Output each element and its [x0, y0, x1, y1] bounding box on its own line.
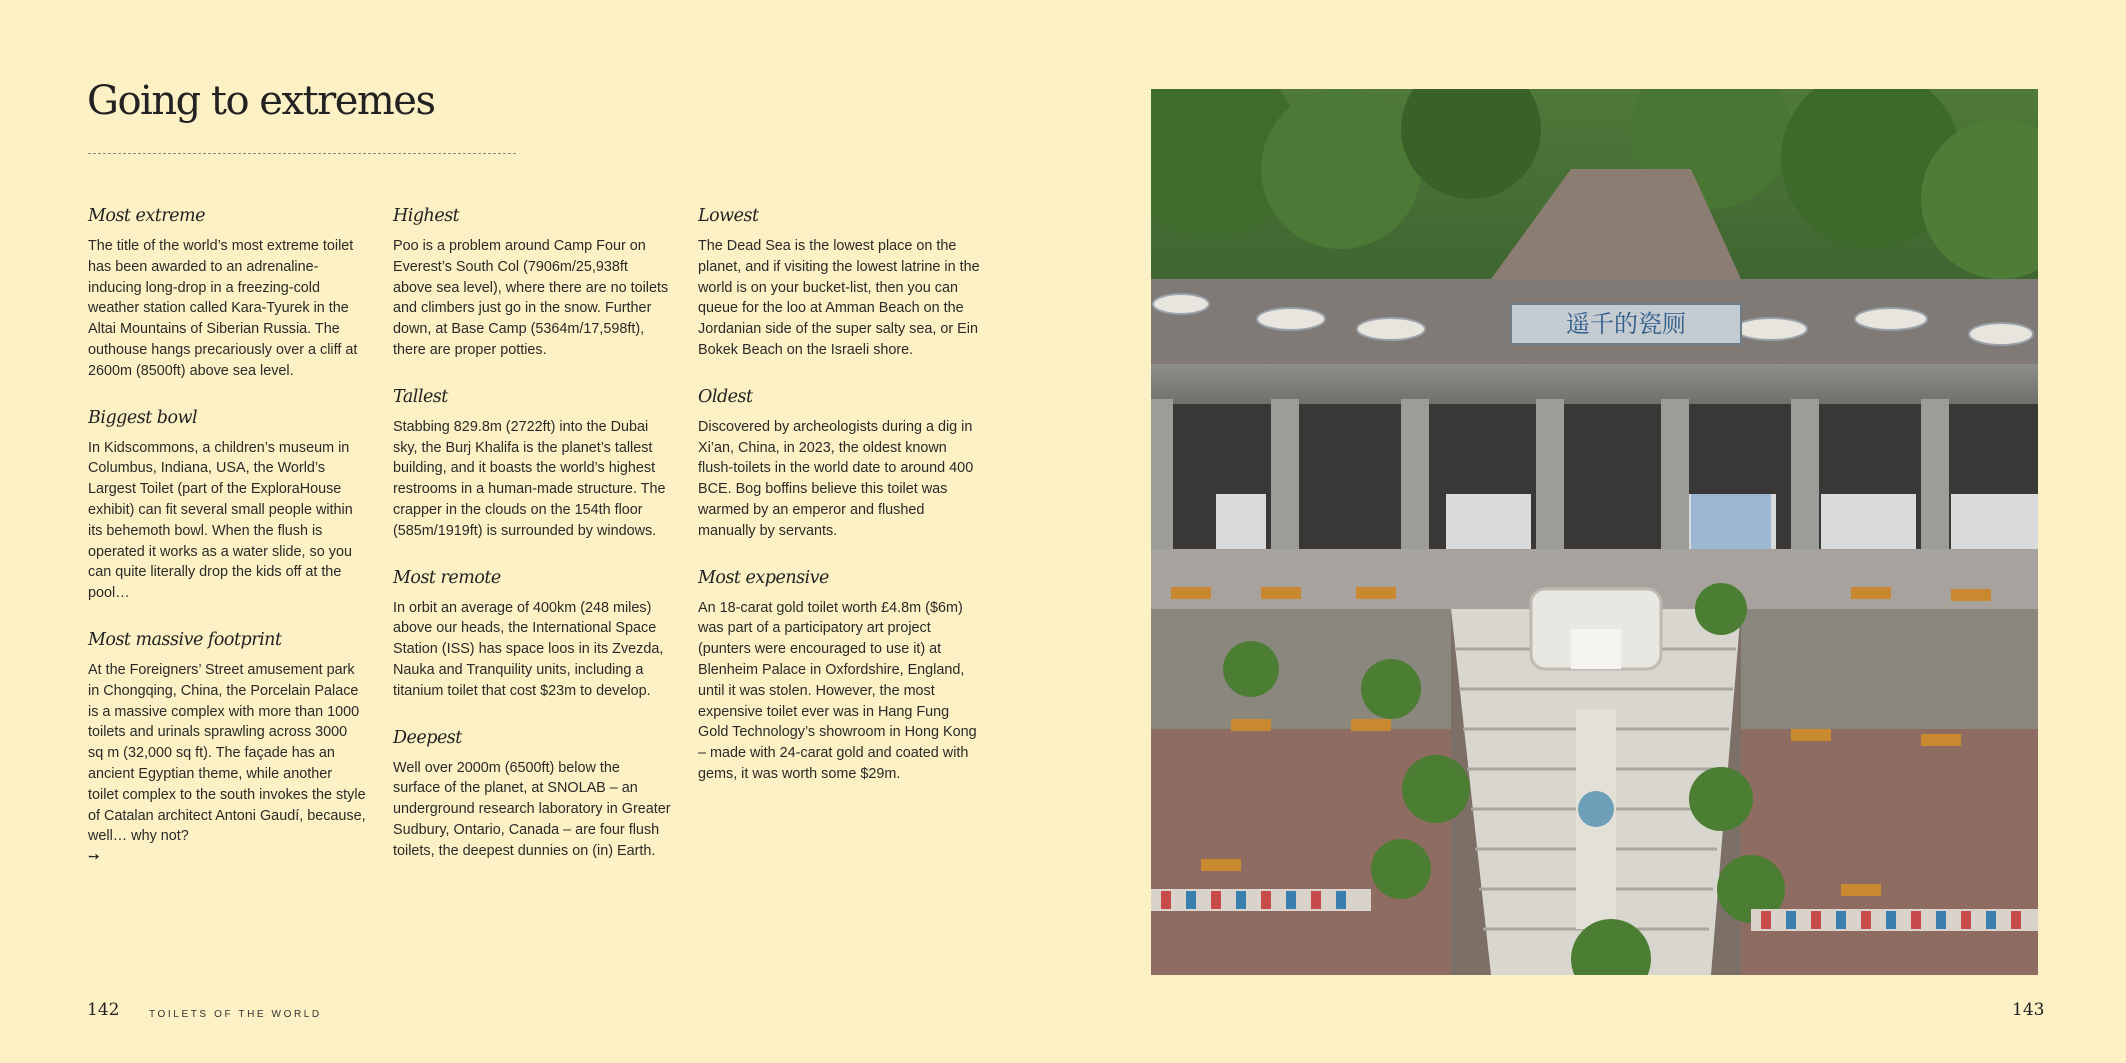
- text-column-2: [393, 206, 671, 888]
- page-number-right: 143: [2012, 1000, 2045, 1020]
- section-body: In orbit an average of 400km (248 miles) above our heads, the International Space Station (ISS) has space loos in its Zvezda, Nauka and Tranquility units, including a titanium toilet that cost $23m to develop.: [393, 599, 664, 699]
- section-body: Well over 2000m (6500ft) below the surface of the planet, at SNOLAB – an underground research laboratory in Greater Sudbury, Ontario, Canada – are four flush toilets, the deepest dunnies on (in) Earth.: [393, 759, 671, 859]
- section-lowest: [698, 206, 980, 361]
- section-body: Discovered by archeologists during a dig in Xi’an, China, in 2023, the oldest known flush-toilets in the world date to around 400 BCE. Bog boffins believe this toilet was warmed by an emperor and flushed manually by servants.: [698, 418, 974, 539]
- section-most-massive-footprint: [88, 630, 366, 865]
- section-oldest: [698, 387, 980, 542]
- section-heading: Deepest: [393, 727, 462, 748]
- photo-sign-text: 遥千的瓷厕: [1566, 310, 1686, 338]
- section-body: The title of the world’s most extreme toilet has been awarded to an adrenaline-inducing long-drop in a freezing-cold weather station called Kara-Tyurek in the Altai Mountains of Siberian Russia. The outhouse hangs precariously over a cliff at 2600m (8500ft) above sea level.: [88, 238, 358, 379]
- section-body: Stabbing 829.8m (2722ft) into the Dubai sky, the Burj Khalifa is the planet’s tallest building, and it boasts the world’s highest restrooms in a human-made structure. The crapper in the clouds on the 154th floor (585m/1919ft) is surrounded by windows.: [393, 418, 666, 539]
- section-body: In Kidscommons, a children’s museum in Columbus, Indiana, USA, the World’s Largest Toilet (part of the ExploraHouse exhibit) can fit several small people within its behemoth bowl. When the flush is operated it works as a water slide, so you can quite literally drop the kids off at the pool…: [88, 439, 353, 602]
- section-heading: Most massive footprint: [88, 629, 282, 650]
- text-column-1: [88, 206, 366, 891]
- section-heading: Most extreme: [88, 206, 205, 226]
- section-most-extreme: [88, 206, 366, 382]
- section-heading: Tallest: [393, 386, 448, 407]
- section-heading: Biggest bowl: [88, 407, 198, 428]
- text-column-3: [698, 206, 980, 811]
- section-heading: Lowest: [698, 206, 759, 226]
- page-title: Going to extremes: [87, 78, 435, 124]
- continue-arrow-icon: ➙: [88, 848, 100, 865]
- section-heading: Oldest: [698, 386, 753, 407]
- section-body: Poo is a problem around Camp Four on Everest’s South Col (7906m/25,938ft above sea level), where there are no toilets and climbers just go in the snow. Further down, at Base Camp (5364m/17,598ft), there are proper potties.: [393, 238, 669, 358]
- section-highest: [393, 206, 671, 361]
- page-number-left: 142: [87, 1000, 120, 1020]
- section-deepest: [393, 728, 671, 862]
- porcelain-palace-photo: [1151, 89, 2038, 975]
- section-most-expensive: [698, 568, 980, 785]
- section-body: At the Foreigners’ Street amusement park in Chongqing, China, the Porcelain Palace is a massive complex with more than 1000 toilets and urinals sprawling across 3000 sq m (32,000 sq ft). The façade has an ancient Egyptian theme, while another toilet complex to the south invokes the style of Catalan architect Antoni Gaudí, because, well… why not?: [88, 661, 366, 845]
- running-title: TOILETS OF THE WORLD: [149, 1009, 322, 1020]
- title-divider: [88, 153, 516, 154]
- section-biggest-bowl: [88, 408, 366, 604]
- section-heading: Most remote: [393, 567, 501, 588]
- section-heading: Most expensive: [698, 567, 829, 588]
- section-most-remote: [393, 568, 671, 702]
- section-body: The Dead Sea is the lowest place on the planet, and if visiting the lowest latrine in the world is on your bucket-list, then you can queue for the loo at Amman Beach on the Jordanian side of the super salty sea, or Ein Bokek Beach on the Israeli shore.: [698, 238, 980, 358]
- section-body: An 18-carat gold toilet worth £4.8m ($6m) was part of a participatory art project (punters were encouraged to use it) at Blenheim Palace in Oxfordshire, England, until it was stolen. However, the most expensive toilet ever was in Hang Fung Gold Technology’s showroom in Hong Kong – made with 24-carat gold and coated with gems, it was worth some $29m.: [698, 599, 977, 782]
- section-heading: Highest: [393, 206, 460, 226]
- section-tallest: [393, 387, 671, 542]
